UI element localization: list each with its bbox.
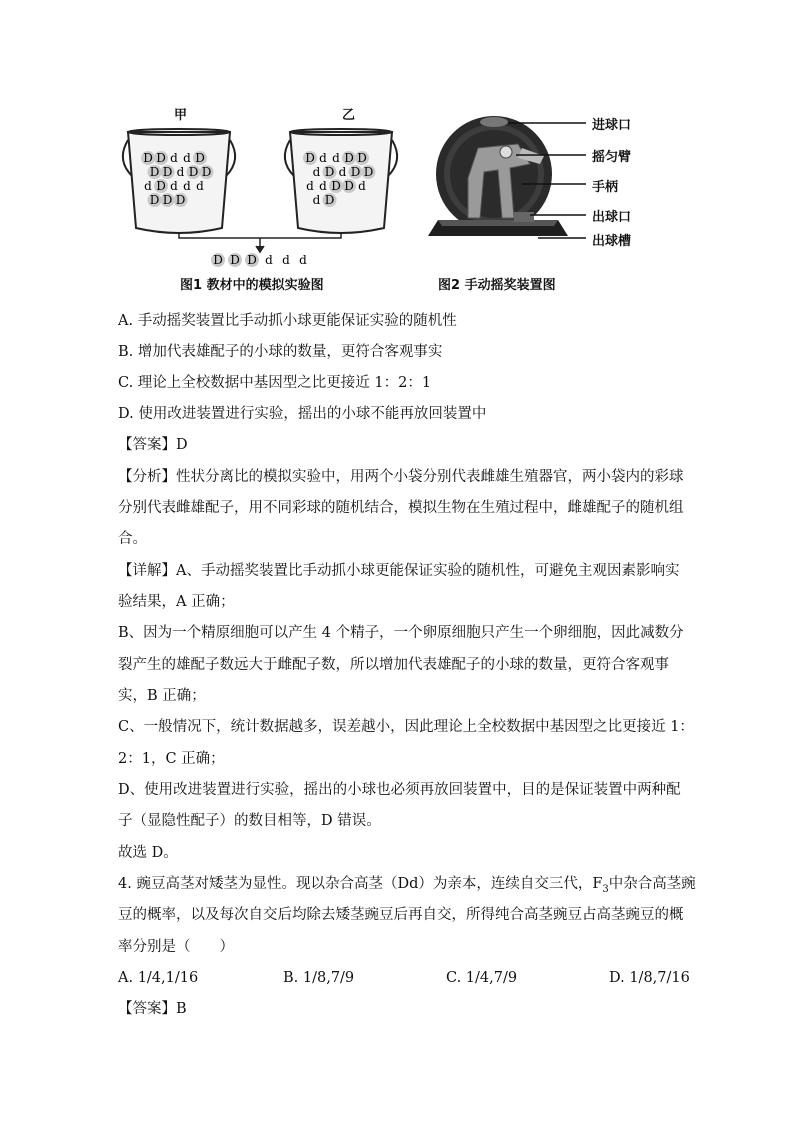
detail-line-9: 子（显隐性配子）的数目相等，D 错误。	[118, 813, 381, 829]
detail-line-5: 实，B 正确；	[118, 688, 206, 704]
ball-label-recessive: d	[196, 179, 204, 193]
answer-1: 【答案】D	[118, 437, 188, 453]
fig2-caption: 图2 手动摇奖装置图	[438, 278, 556, 293]
analysis-line-2: 分别代表雌雄配子，用不同彩球的随机结合，模拟生物在生殖过程中，雌雄配子的随机组	[118, 500, 684, 516]
detail-line-1: 【详解】A、手动摇奖装置比手动抓小球更能保证实验的随机性，可避免主观因素影响实	[118, 563, 680, 579]
label-handle: 手柄	[592, 180, 619, 195]
detail-line-8: D、使用改进装置进行实验，摇出的小球也必须再放回装置中，目的是保证装置中两种配	[118, 782, 681, 798]
question-4-line-3: 率分别是（ ）	[118, 939, 234, 955]
detail-line-10: 故选 D。	[118, 845, 178, 861]
q4-choice-c: C. 1/4,7/9	[446, 970, 518, 986]
ball-label-recessive: d	[170, 179, 178, 193]
bucket-left	[123, 129, 235, 233]
ball-label-recessive: d	[306, 179, 314, 193]
figure-area	[118, 100, 678, 300]
ball-label-dominant: D	[156, 179, 166, 193]
ball-label-dominant: D	[149, 165, 160, 179]
label-pointers	[508, 100, 588, 270]
result-ball-label: d	[265, 253, 273, 267]
result-ball-label: D	[213, 253, 223, 267]
bucket-left-title: 甲	[174, 108, 188, 123]
question-4-line-1	[118, 874, 696, 900]
label-outlet: 出球口	[592, 210, 632, 225]
ball-label-dominant: D	[175, 193, 186, 207]
buckets-diagram	[118, 120, 418, 270]
result-ball-label: d	[299, 253, 307, 267]
analysis-line-3: 合。	[118, 531, 147, 547]
q4-line1-tail: 中杂合高茎豌	[608, 876, 696, 892]
option-b: B. 增加代表雄配子的小球的数量，更符合客观事实	[118, 344, 443, 360]
fig1-caption: 图1 教材中的模拟实验图	[180, 278, 324, 293]
ball-label-dominant: D	[143, 151, 153, 165]
ball-label-recessive: d	[319, 179, 327, 193]
ball-label-dominant: D	[149, 193, 160, 207]
ball-label-dominant: D	[305, 151, 315, 165]
label-outlet-trough: 出球槽	[592, 234, 632, 249]
ball-label-dominant: D	[324, 165, 335, 179]
label-inlet: 进球口	[592, 118, 632, 133]
result-ball-label: D	[230, 253, 240, 267]
answer-2: 【答案】B	[118, 1001, 187, 1017]
connector-lines	[179, 232, 341, 252]
result-ball-label: D	[247, 253, 257, 267]
ball-label-dominant: D	[188, 165, 199, 179]
question-4-line-2: 豆的概率，以及每次自交后均除去矮茎豌豆后再自交，所得纯合高茎豌豆占高茎豌豆的概	[118, 907, 684, 923]
ball-label-dominant: D	[357, 151, 367, 165]
ball-label-dominant: D	[363, 165, 374, 179]
option-a: A. 手动摇奖装置比手动抓小球更能保证实验的随机性	[118, 313, 457, 329]
ball-label-recessive: d	[332, 151, 340, 165]
ball-label-recessive: d	[358, 179, 366, 193]
q4-choice-d: D. 1/8,7/16	[609, 970, 690, 986]
ball-label-recessive: d	[312, 193, 321, 207]
ball-label-recessive: d	[319, 151, 327, 165]
ball-label-dominant: D	[195, 151, 205, 165]
bucket-right	[285, 129, 397, 233]
result-ball-label: d	[282, 253, 290, 267]
ball-label-recessive: d	[176, 165, 185, 179]
q4-line1-text: 4. 豌豆高茎对矮茎为显性。现以杂合高茎（Dd）为亲本，连续自交三代，F	[118, 876, 603, 892]
detail-line-6: C、一般情况下，统计数据越多，误差越小，因此理论上全校数据中基因型之比更接近 1：	[118, 719, 694, 735]
label-stir-arm: 摇匀臂	[592, 150, 632, 165]
ball-label-dominant: D	[331, 179, 341, 193]
analysis-line-1: 【分析】性状分离比的模拟实验中，用两个小袋分别代表雌雄生殖器官，两小袋内的彩球	[118, 469, 684, 485]
detail-line-3: B、因为一个精原细胞可以产生 4 个精子，一个卵原细胞只产生一个卵细胞，因此减数分	[118, 625, 684, 641]
ball-label-dominant: D	[324, 193, 335, 207]
ball-label-dominant: D	[350, 165, 361, 179]
ball-label-recessive: d	[312, 165, 321, 179]
ball-label-dominant: D	[162, 193, 173, 207]
ball-label-dominant: D	[344, 179, 354, 193]
detail-line-4: 裂产生的雄配子数远大于雌配子数，所以增加代表雄配子的小球的数量，更符合客观事	[118, 657, 669, 673]
detail-line-2: 验结果，A 正确；	[118, 594, 235, 610]
ball-label-dominant: D	[162, 165, 173, 179]
ball-label-dominant: D	[201, 165, 212, 179]
ball-label-recessive: d	[144, 179, 152, 193]
ball-label-recessive: d	[170, 151, 178, 165]
detail-line-7: 2：1，C 正确；	[118, 751, 225, 767]
ball-label-recessive: d	[183, 179, 191, 193]
option-d: D. 使用改进装置进行实验，摇出的小球不能再放回装置中	[118, 406, 487, 422]
ball-label-dominant: D	[344, 151, 354, 165]
ball-label-recessive: d	[338, 165, 347, 179]
bucket-right-title: 乙	[342, 108, 356, 123]
ball-label-dominant: D	[156, 151, 166, 165]
result-balls-row	[208, 250, 328, 270]
q4-choice-b: B. 1/8,7/9	[283, 970, 355, 986]
q4-subscript: 3	[602, 883, 609, 895]
q4-choice-a: A. 1/4,1/16	[118, 970, 199, 986]
option-c: C. 理论上全校数据中基因型之比更接近 1：2：1	[118, 375, 432, 391]
ball-label-recessive: d	[183, 151, 191, 165]
